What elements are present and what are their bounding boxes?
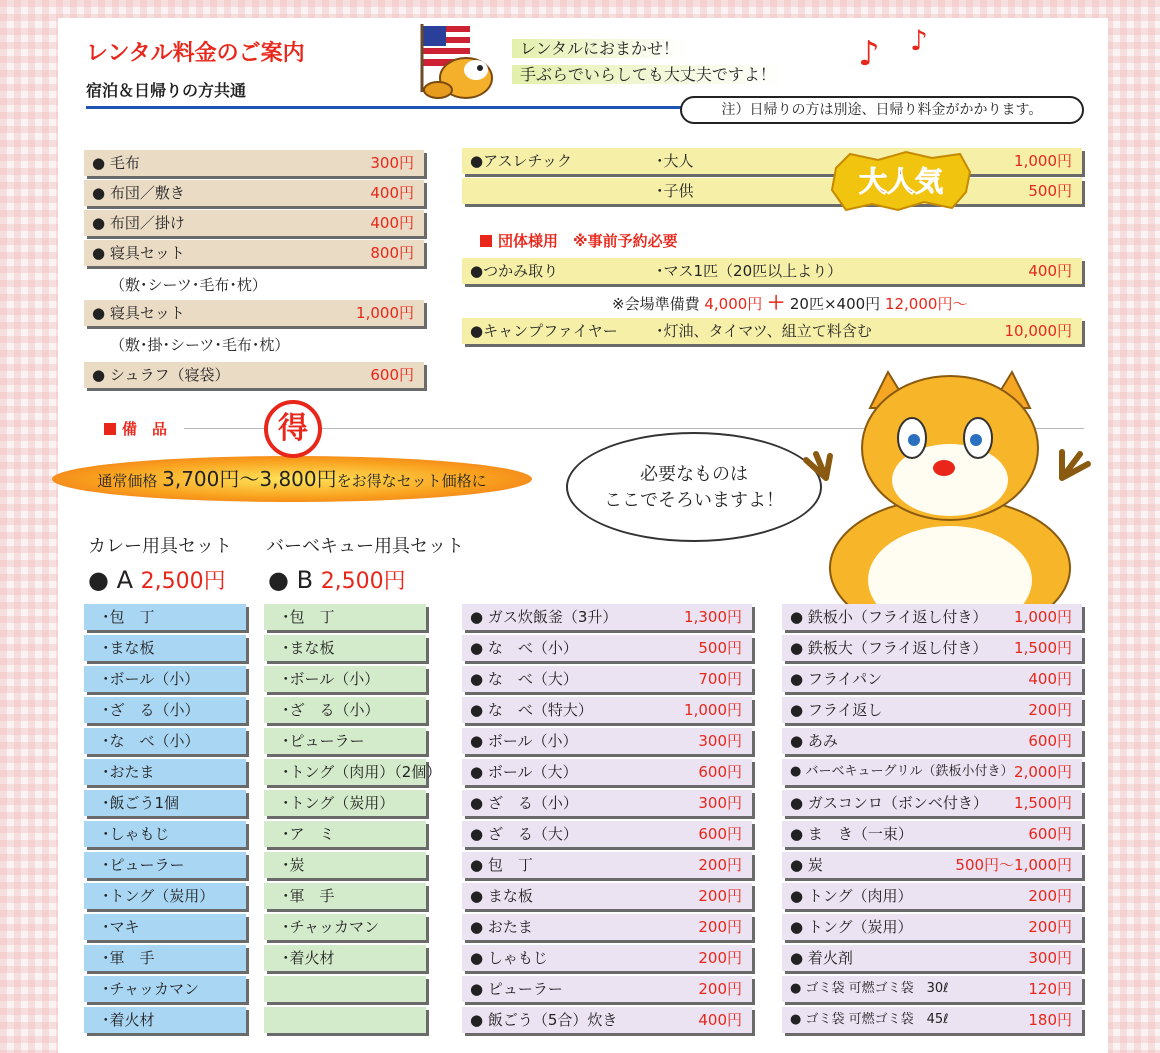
item-label: ● 包 丁 xyxy=(470,856,533,874)
set-a-item xyxy=(84,914,246,940)
set-b-item xyxy=(264,728,426,754)
item-label: ･飯ごう1個 xyxy=(102,794,180,812)
set-b-item xyxy=(264,976,426,1002)
item-label: ･軍 手 xyxy=(102,949,155,967)
item-label: ● フライ返し xyxy=(790,701,883,719)
banner-pre: 通常価格 xyxy=(97,472,158,490)
equipment-row xyxy=(462,604,752,630)
music-note-icon-2: ♪ xyxy=(910,24,928,57)
bedding-subnote: （敷･シーツ･毛布･枕） xyxy=(110,276,267,294)
item-label: ● ま き（一束） xyxy=(790,825,913,843)
item-price: 1,500円 xyxy=(1014,639,1072,657)
flag-mascot-icon xyxy=(404,22,504,106)
equipment-row xyxy=(782,790,1082,816)
item-label: ● ゴミ袋 可燃ゴミ袋 45ℓ xyxy=(790,1012,949,1027)
set-b-item xyxy=(264,635,426,661)
item-price: 300円 xyxy=(370,154,414,172)
set-a-item xyxy=(84,790,246,816)
item-label: ● フライパン xyxy=(790,670,883,688)
item-label: ● まな板 xyxy=(470,887,533,905)
fee-label: ※会場準備費 xyxy=(612,295,700,313)
speech-cloud xyxy=(566,432,822,542)
item-label: ･まな板 xyxy=(102,639,155,657)
athletic-adult-row xyxy=(462,148,1082,174)
popular-badge xyxy=(828,150,974,212)
item-price: 800円 xyxy=(370,244,414,262)
music-note-icon: ♪ xyxy=(858,34,880,74)
bedding-row xyxy=(84,362,424,388)
item-label: ･ボール（小） xyxy=(102,670,200,688)
set-b-item xyxy=(264,883,426,909)
venue-fee-line xyxy=(612,289,967,315)
item-label: ● 鉄板小（フライ返し付き） xyxy=(790,608,988,626)
equipment-row xyxy=(462,759,752,785)
set-price-banner xyxy=(52,456,532,502)
set-b-item xyxy=(264,604,426,630)
group-heading xyxy=(480,230,678,251)
item-price: 500円 xyxy=(698,639,742,657)
otoku-badge: 得 xyxy=(264,400,322,458)
item-label: ● 飯ごう（5合）炊き xyxy=(470,1011,618,1029)
item-label: ● 鉄板大（フライ返し付き） xyxy=(790,639,988,657)
item-label: ･ピューラー xyxy=(102,856,185,874)
set-b-item xyxy=(264,914,426,940)
bedding-row xyxy=(84,150,424,176)
bedding-row xyxy=(84,180,424,206)
set-a-item xyxy=(84,666,246,692)
equipment-row xyxy=(782,728,1082,754)
equipment-row xyxy=(782,945,1082,971)
item-price: 200円 xyxy=(698,980,742,998)
campfire-detail: ･灯油、タイマツ、組立て料含む xyxy=(656,322,872,340)
item-price: 400円 xyxy=(1028,670,1072,688)
item-price: 200円 xyxy=(698,887,742,905)
set-b-item xyxy=(264,1007,426,1033)
item-label: ･まな板 xyxy=(282,639,335,657)
item-price: 700円 xyxy=(698,670,742,688)
equipment-row xyxy=(782,635,1082,661)
item-label: ･おたま xyxy=(102,763,155,781)
equipment-row xyxy=(462,821,752,847)
item-label: ● ざ る（小） xyxy=(470,794,578,812)
item-label: ● ボール（小） xyxy=(470,732,578,750)
equipment-row xyxy=(462,852,752,878)
set-b-price xyxy=(268,564,406,595)
item-label: ･トング（炭用） xyxy=(282,794,395,812)
adult-label: ･大人 xyxy=(656,152,694,170)
fishing-detail: ･マス1匹（20匹以上より） xyxy=(656,262,843,280)
item-label: ● ボール（大） xyxy=(470,763,578,781)
equipment-row xyxy=(462,666,752,692)
item-price: 500円～1,000円 xyxy=(955,856,1072,874)
item-label: ● 布団／掛け xyxy=(92,214,185,232)
item-label: ･チャッカマン xyxy=(282,918,380,936)
item-label: ･包 丁 xyxy=(282,608,335,626)
item-label: ● シュラフ（寝袋） xyxy=(92,366,230,384)
equipment-row xyxy=(782,976,1082,1002)
bedding-row xyxy=(84,210,424,236)
set-a-item xyxy=(84,976,246,1002)
equipment-row xyxy=(782,883,1082,909)
cloud-line-2: ここでそろいますよ！ xyxy=(604,490,784,511)
equipment-row xyxy=(782,852,1082,878)
equipment-row xyxy=(462,635,752,661)
set-a-item xyxy=(84,945,246,971)
set-b-item xyxy=(264,666,426,692)
group-heading-text: 団体様用 xyxy=(498,232,559,250)
set-a-item xyxy=(84,759,246,785)
item-label: ● 布団／敷き xyxy=(92,184,185,202)
item-label: ･炭 xyxy=(282,856,305,874)
bedding-row xyxy=(84,300,424,326)
item-label: ● トング（炭用） xyxy=(790,918,913,936)
speech-text xyxy=(512,36,784,88)
campfire-row xyxy=(462,318,1082,344)
equipment-row xyxy=(782,666,1082,692)
campfire-label: ●キャンプファイヤー xyxy=(470,322,618,340)
item-price: 600円 xyxy=(698,825,742,843)
title-underline xyxy=(86,106,690,109)
banner-post: をお得なセット価格に xyxy=(336,472,487,490)
badge-text: 大人気 xyxy=(858,165,944,198)
item-label: ● ざ る（大） xyxy=(470,825,578,843)
set-b-code: ● B xyxy=(268,566,314,594)
cloud-line-1: 必要なものは xyxy=(640,464,748,485)
item-price: 600円 xyxy=(1028,732,1072,750)
mascot-image xyxy=(800,368,1100,606)
set-a-price-value: 2,500円 xyxy=(140,569,226,594)
set-b-item xyxy=(264,821,426,847)
set-b-item xyxy=(264,790,426,816)
fee-calc: 20匹×400円 xyxy=(789,295,881,313)
item-price: 1,000円 xyxy=(1014,608,1072,626)
item-price: 1,000円 xyxy=(356,304,414,322)
set-a-price xyxy=(88,564,226,595)
fee-plus: ＋ xyxy=(767,293,786,314)
item-price: 1,000円 xyxy=(684,701,742,719)
item-label: ･しゃもじ xyxy=(102,825,170,843)
item-price: 200円 xyxy=(698,856,742,874)
item-label: ● 着火剤 xyxy=(790,949,853,967)
item-label: ･着火材 xyxy=(102,1011,155,1029)
fishing-row xyxy=(462,258,1082,284)
item-label: ● あみ xyxy=(790,732,838,750)
item-label: ● 寝具セット xyxy=(92,304,185,322)
set-a-item xyxy=(84,852,246,878)
item-label: ･マキ xyxy=(102,918,140,936)
campfire-price: 10,000円 xyxy=(1004,322,1072,340)
page-subtitle: 宿泊＆日帰りの方共通 xyxy=(86,81,247,100)
item-price: 400円 xyxy=(698,1011,742,1029)
equipment-row xyxy=(462,728,752,754)
item-label: ● な べ（大） xyxy=(470,670,578,688)
item-label: ･チャッカマン xyxy=(102,980,200,998)
athletic-child-row xyxy=(462,178,1082,204)
set-b-name: バーベキュー用具セット xyxy=(266,536,464,557)
equipment-row xyxy=(462,790,752,816)
set-a-item xyxy=(84,635,246,661)
reservation-note: ※事前予約必要 xyxy=(573,232,678,250)
item-price: 300円 xyxy=(698,794,742,812)
set-b-item xyxy=(264,945,426,971)
banner-price: 3,700円～3,800円 xyxy=(162,467,337,491)
fishing-label: ●つかみ取り xyxy=(470,262,559,280)
equipment-row xyxy=(462,697,752,723)
item-price: 2,000円 xyxy=(1014,763,1072,781)
item-label: ･包 丁 xyxy=(102,608,155,626)
athletic-label: ●アスレチック xyxy=(470,152,573,170)
equipment-row xyxy=(782,821,1082,847)
item-label: ･着火材 xyxy=(282,949,335,967)
item-label: ● ピューラー xyxy=(470,980,563,998)
set-a-item xyxy=(84,604,246,630)
item-label: ● 寝具セット xyxy=(92,244,185,262)
item-label: ･ざ る（小） xyxy=(282,701,380,719)
equipment-row xyxy=(462,883,752,909)
set-a-name: カレー用具セット xyxy=(88,536,232,557)
item-label: ･ピューラー xyxy=(282,732,365,750)
item-price: 400円 xyxy=(370,214,414,232)
equipment-heading-text: 備 品 xyxy=(122,420,168,438)
item-label: ･ボール（小） xyxy=(282,670,380,688)
item-price: 200円 xyxy=(698,949,742,967)
fee-total: 12,000円～ xyxy=(884,295,968,313)
item-label: ･軍 手 xyxy=(282,887,335,905)
item-price: 300円 xyxy=(1028,949,1072,967)
item-label: ● ゴミ袋 可燃ゴミ袋 30ℓ xyxy=(790,981,949,996)
item-label: ● おたま xyxy=(470,918,533,936)
set-a-item xyxy=(84,697,246,723)
item-price: 600円 xyxy=(370,366,414,384)
set-a-item xyxy=(84,821,246,847)
fee-amount: 4,000円 xyxy=(704,295,763,313)
item-price: 600円 xyxy=(698,763,742,781)
item-label: ● 毛布 xyxy=(92,154,140,172)
set-b-item xyxy=(264,759,442,785)
item-price: 200円 xyxy=(698,918,742,936)
item-label: ● ガスコンロ（ボンベ付き） xyxy=(790,794,988,812)
item-label: ● な べ（小） xyxy=(470,639,578,657)
item-price: 1,300円 xyxy=(684,608,742,626)
child-label: ･子供 xyxy=(656,182,694,200)
set-a-item xyxy=(84,1007,246,1033)
item-label: ● 炭 xyxy=(790,856,823,874)
equipment-row xyxy=(782,604,1082,630)
set-b-price-value: 2,500円 xyxy=(320,569,406,594)
fishing-price: 400円 xyxy=(1028,262,1072,280)
item-label: ● バーベキューグリル（鉄板小付き） xyxy=(790,764,1014,779)
item-label: ･トング（炭用） xyxy=(102,887,215,905)
child-price: 500円 xyxy=(1028,182,1072,200)
equipment-heading xyxy=(104,418,167,439)
item-label: ● しゃもじ xyxy=(470,949,548,967)
equipment-row xyxy=(782,759,1082,785)
equipment-row xyxy=(782,914,1082,940)
item-price: 400円 xyxy=(370,184,414,202)
item-label: ● トング（肉用） xyxy=(790,887,913,905)
item-price: 120円 xyxy=(1028,980,1072,998)
equipment-row xyxy=(462,945,752,971)
equipment-row xyxy=(782,697,1082,723)
day-visitor-note: 注）日帰りの方は別途、日帰り料金がかかります。 xyxy=(680,96,1084,124)
item-price: 200円 xyxy=(1028,701,1072,719)
equipment-row xyxy=(462,976,752,1002)
equipment-row xyxy=(462,1007,752,1033)
item-label: ･な べ（小） xyxy=(102,732,200,750)
bedding-subnote: （敷･掛･シーツ･毛布･枕） xyxy=(110,336,290,354)
adult-price: 1,000円 xyxy=(1014,152,1072,170)
item-label: ● な べ（特大） xyxy=(470,701,593,719)
item-label: ･トング（肉用）（2個） xyxy=(282,763,442,781)
item-label: ● ガス炊飯釜（3升） xyxy=(470,608,618,626)
item-label: ･ざ る（小） xyxy=(102,701,200,719)
equipment-row xyxy=(462,914,752,940)
set-a-item xyxy=(84,728,246,754)
set-a-code: ● A xyxy=(88,566,133,594)
speech-line-2: 手ぶらでいらしても大丈夫ですよ！ xyxy=(512,65,784,84)
equipment-row xyxy=(782,1007,1082,1033)
item-price: 300円 xyxy=(698,732,742,750)
item-label: ･ア ミ xyxy=(282,825,335,843)
set-b-item xyxy=(264,852,426,878)
item-price: 200円 xyxy=(1028,887,1072,905)
item-price: 200円 xyxy=(1028,918,1072,936)
speech-line-1: レンタルにおまかせ！ xyxy=(512,39,687,58)
item-price: 1,500円 xyxy=(1014,794,1072,812)
item-price: 180円 xyxy=(1028,1011,1072,1029)
item-price: 600円 xyxy=(1028,825,1072,843)
page-title: レンタル料金のご案内 xyxy=(86,41,305,66)
bedding-row xyxy=(84,240,424,266)
set-b-item xyxy=(264,697,426,723)
set-a-item xyxy=(84,883,246,909)
